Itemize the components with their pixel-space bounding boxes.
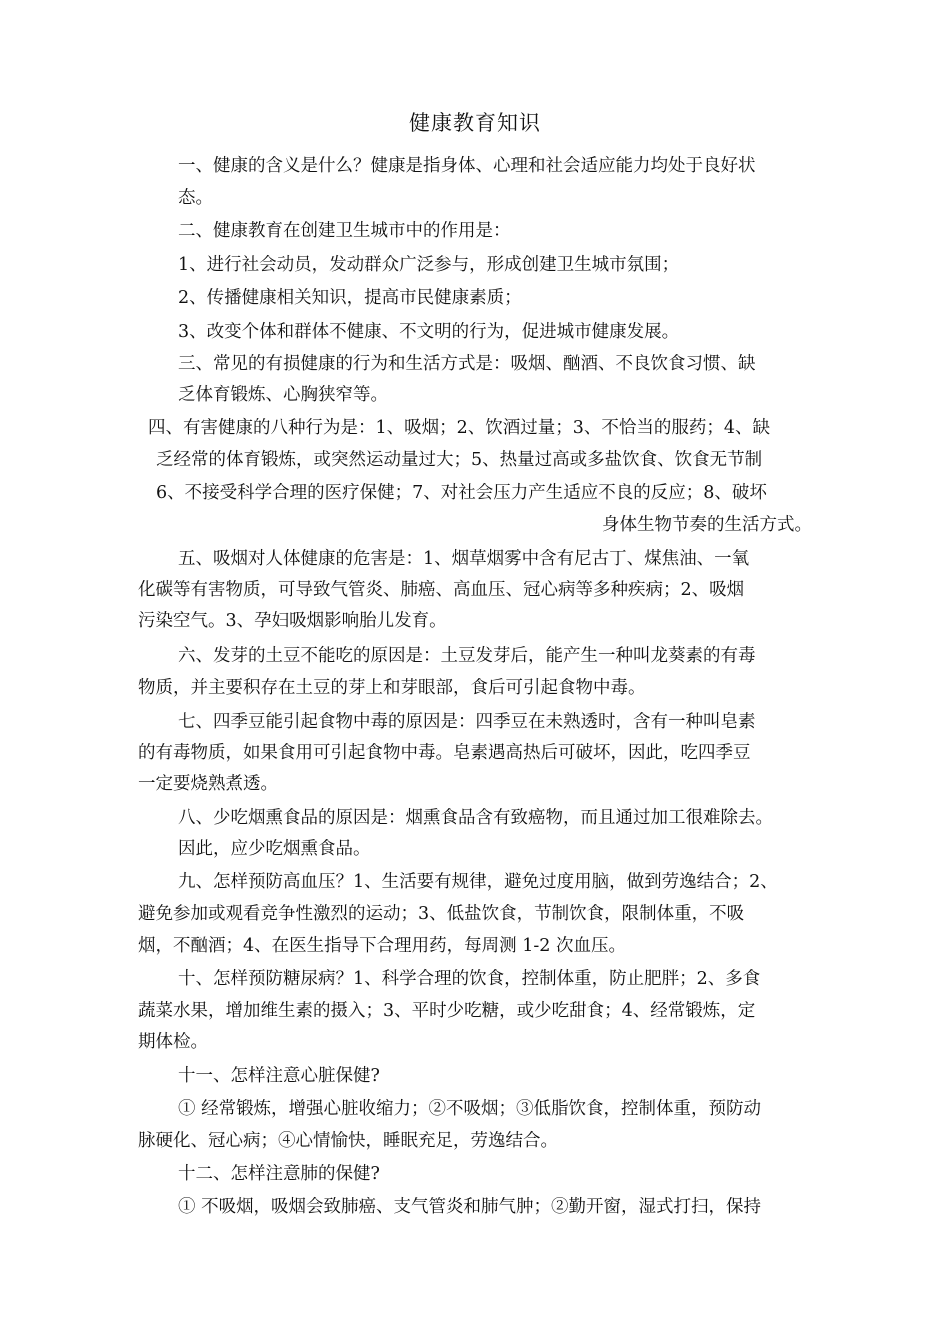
text-line: 三、常见的有损健康的行为和生活方式是：吸烟、酗酒、不良饮食习惯、缺 — [178, 354, 756, 374]
text-line: 因此，应少吃烟熏食品。 — [178, 839, 371, 859]
text-line: 十一、怎样注意心脏保健? — [178, 1066, 380, 1086]
text-line: 六、发芽的土豆不能吃的原因是：土豆发芽后，能产生一种叫龙葵素的有毒 — [178, 646, 756, 666]
text-line: 脉硬化、冠心病；④心情愉快，睡眠充足，劳逸结合。 — [138, 1131, 558, 1151]
text-line: 四、有害健康的八种行为是：1、吸烟；2、饮酒过量；3、不恰当的服药；4、缺 — [148, 418, 771, 438]
text-line: 污染空气。3、孕妇吸烟影响胎儿发育。 — [138, 611, 447, 631]
text-line: 七、四季豆能引起食物中毒的原因是：四季豆在未熟透时，含有一种叫皂素 — [178, 712, 756, 732]
text-line: 一定要烧熟煮透。 — [138, 774, 278, 794]
text-line: 十、怎样预防糖尿病？1、科学合理的饮食，控制体重，防止肥胖；2、多食 — [178, 969, 761, 989]
page-title: 健康教育知识 — [409, 111, 541, 135]
text-line: 物质，并主要积存在土豆的芽上和芽眼部，食后可引起食物中毒。 — [138, 678, 646, 698]
text-line: 化碳等有害物质，可导致气管炎、肺癌、高血压、冠心病等多种疾病；2、吸烟 — [138, 580, 745, 600]
text-line: 的有毒物质，如果食用可引起食物中毒。皂素遇高热后可破坏，因此，吃四季豆 — [138, 743, 751, 763]
text-line: 九、怎样预防高血压？1、生活要有规律，避免过度用脑，做到劳逸结合；2、 — [178, 872, 778, 892]
text-line: 二、健康教育在创建卫生城市中的作用是： — [178, 221, 511, 241]
text-line: 期体检。 — [138, 1032, 208, 1052]
text-line: 一、健康的含义是什么？健康是指身体、心理和社会适应能力均处于良好状 — [178, 156, 756, 176]
text-line: 乏体育锻炼、心胸狭窄等。 — [178, 385, 388, 405]
text-line: 蔬菜水果，增加维生素的摄入；3、平时少吃糖，或少吃甜食；4、经常锻炼，定 — [138, 1001, 756, 1021]
text-line: 1、进行社会动员，发动群众广泛参与，形成创建卫生城市氛围； — [178, 255, 680, 275]
text-line: 2、传播健康相关知识，提高市民健康素质； — [178, 288, 522, 308]
text-line: 6、不接受科学合理的医疗保健；7、对社会压力产生适应不良的反应；8、破坏 — [156, 483, 767, 503]
text-line: 乏经常的体育锻炼，或突然运动量过大；5、热量过高或多盐饮食、饮食无节制 — [156, 450, 763, 470]
text-line: 避免参加或观看竞争性激烈的运动；3、低盐饮食，节制饮食，限制体重，不吸 — [138, 904, 745, 924]
text-line: 八、少吃烟熏食品的原因是：烟熏食品含有致癌物，而且通过加工很难除去。 — [178, 808, 773, 828]
text-line: 烟，不酗酒；4、在医生指导下合理用药，每周测 1-2 次血压。 — [138, 936, 626, 956]
text-line: 五、吸烟对人体健康的危害是：1、烟草烟雾中含有尼古丁、煤焦油、一氧 — [178, 549, 750, 569]
text-line: 身体生物节奏的生活方式。 — [602, 515, 812, 535]
text-line: ① 经常锻炼，增强心脏收缩力；②不吸烟；③低脂饮食，控制体重，预防动 — [178, 1099, 762, 1119]
text-line: 态。 — [178, 188, 213, 208]
text-line: 十二、怎样注意肺的保健? — [178, 1164, 380, 1184]
text-line: 3、改变个体和群体不健康、不文明的行为，促进城市健康发展。 — [178, 322, 680, 342]
text-line: ① 不吸烟，吸烟会致肺癌、支气管炎和肺气肿；②勤开窗，湿式打扫，保持 — [178, 1197, 762, 1217]
